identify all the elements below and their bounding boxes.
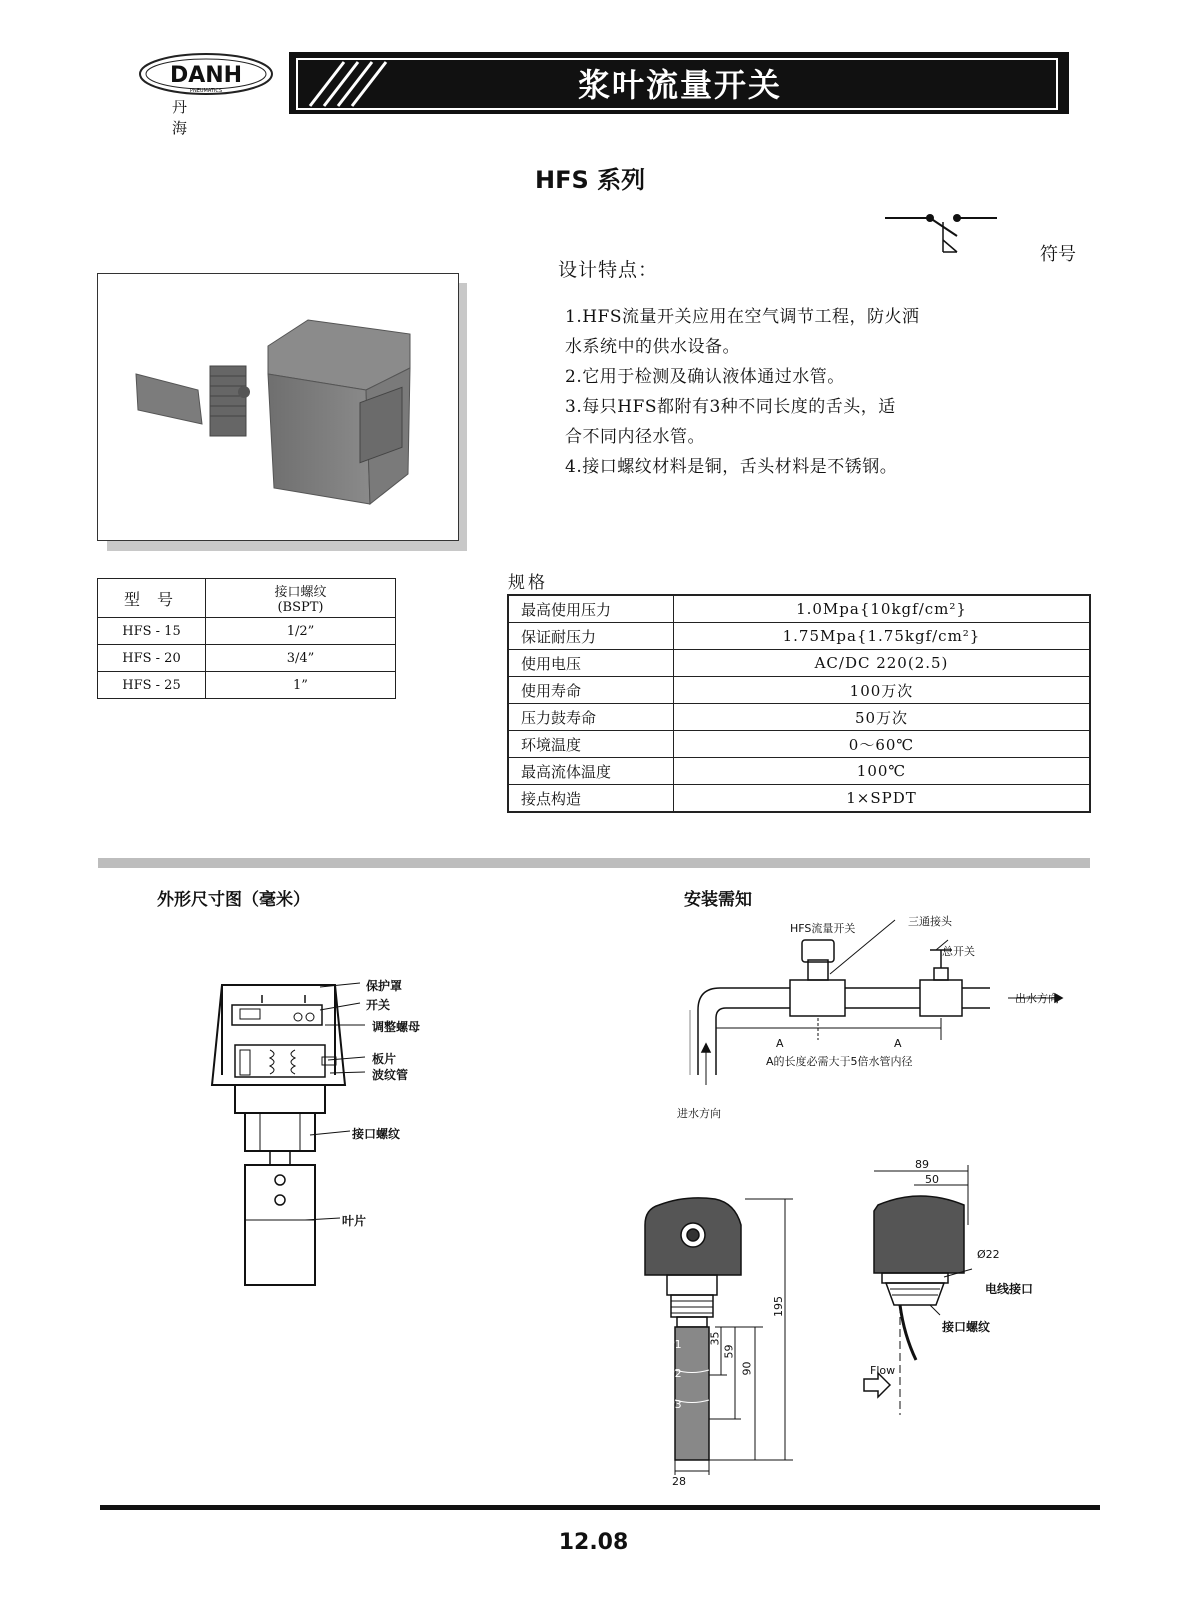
spec-value: 1×SPDT: [674, 785, 1091, 813]
dim-28: 28: [672, 1475, 686, 1488]
spec-name: 接点构造: [508, 785, 674, 813]
install-outlet-label: 出水方向: [1015, 992, 1059, 1005]
model-cell: HFS - 25: [98, 672, 206, 699]
spec-name: 保证耐压力: [508, 623, 674, 650]
label-plate: 板片: [372, 1052, 397, 1066]
label-switch: 开关: [366, 998, 391, 1012]
table-row: [508, 758, 1090, 785]
page-number: 12.08: [558, 1530, 629, 1555]
feature-line: 1.HFS流量开关应用在空气调节工程，防火洒: [565, 307, 920, 327]
installation-diagram: [690, 930, 1090, 1110]
label-thread: 接口螺纹: [352, 1127, 401, 1141]
model-cell: HFS - 15: [98, 618, 206, 645]
table-row: [98, 618, 396, 645]
table-row: [508, 623, 1090, 650]
thread-cell: 1/2”: [206, 618, 396, 645]
switch-symbol-icon: [885, 210, 1005, 260]
model-table: [97, 578, 396, 699]
model-header: 型 号: [98, 579, 206, 618]
spec-name: 环境温度: [508, 731, 674, 758]
side-dimension-drawing: [860, 1165, 1000, 1425]
install-inlet-label: 进水方向: [677, 1107, 721, 1120]
spec-value: 100℃: [674, 758, 1091, 785]
table-row: [508, 677, 1090, 704]
brand-chinese: 丹 海: [172, 98, 202, 137]
dim-59: 59: [722, 1344, 736, 1359]
install-a-left: A: [776, 1037, 784, 1050]
dim-50: 50: [925, 1173, 939, 1186]
spec-value: 1.0Mpa{10kgf/cm²}: [674, 595, 1091, 623]
dim-90: 90: [740, 1361, 754, 1376]
install-valve-label: 总开关: [942, 945, 975, 958]
dim-d22: Ø22: [977, 1248, 1000, 1261]
install-tee-label: 三通接头: [908, 915, 952, 928]
spec-heading: 规格: [508, 573, 548, 593]
table-row: [508, 650, 1090, 677]
install-a-right: A: [894, 1037, 902, 1050]
spec-value: 100万次: [674, 677, 1091, 704]
features-heading: 设计特点：: [558, 259, 659, 281]
label-adjust-nut: 调整螺母: [372, 1020, 421, 1034]
table-row: [508, 731, 1090, 758]
spec-value: 1.75Mpa{1.75kgf/cm²}: [674, 623, 1091, 650]
feature-line: 水系统中的供水设备。: [565, 337, 740, 357]
table-row: [508, 595, 1090, 623]
paddle-p3: P3: [668, 1398, 682, 1411]
spec-value: 0～60℃: [674, 731, 1091, 758]
thread-label: 接口螺纹: [942, 1320, 991, 1334]
label-bellows: 波纹管: [372, 1068, 409, 1082]
install-note: A的长度必需大于5倍水管内径: [766, 1055, 913, 1068]
table-row: [98, 672, 396, 699]
spec-name: 使用电压: [508, 650, 674, 677]
dim-89: 89: [915, 1158, 929, 1171]
table-row: [508, 785, 1090, 813]
product-photo: [97, 273, 459, 541]
front-dimension-drawing: [645, 1195, 815, 1475]
spec-name: 使用寿命: [508, 677, 674, 704]
page-title: 浆叶流量开关: [577, 66, 782, 104]
spec-value: 50万次: [674, 704, 1091, 731]
table-row: [98, 645, 396, 672]
series-title: HFS 系列: [535, 166, 646, 194]
footer-line: [100, 1505, 1100, 1510]
wire-port-label: 电线接口: [985, 1282, 1034, 1296]
dim-195: 195: [772, 1296, 785, 1317]
install-switch-label: HFS流量开关: [790, 922, 856, 935]
feature-line: 4.接口螺纹材料是铜，舌头材料是不锈钢。: [565, 457, 898, 477]
leader-lines: [300, 985, 380, 1235]
label-paddle: 叶片: [342, 1214, 367, 1228]
thread-header-standard: (BSPT): [277, 600, 324, 615]
dim-35: 35: [708, 1331, 722, 1346]
spec-name: 压力鼓寿命: [508, 704, 674, 731]
thread-header-label: 接口螺纹: [274, 585, 327, 600]
logo-subtext: PNEUMATICS: [189, 88, 223, 94]
dimension-heading: 外形尺寸图（毫米）: [157, 890, 310, 910]
label-cover: 保护罩: [366, 979, 403, 993]
table-row: [508, 704, 1090, 731]
spec-name: 最高流体温度: [508, 758, 674, 785]
section-divider: [98, 858, 1090, 868]
logo-text: DANH: [169, 63, 243, 88]
flow-label: Flow: [870, 1364, 896, 1377]
paddle-p2: P2: [668, 1367, 682, 1380]
thread-header: [206, 579, 396, 618]
spec-name: 最高使用压力: [508, 595, 674, 623]
feature-line: 合不同内径水管。: [565, 427, 705, 447]
spec-value: AC/DC 220(2.5): [674, 650, 1091, 677]
thread-cell: 3/4”: [206, 645, 396, 672]
feature-line: 2.它用于检测及确认液体通过水管。: [565, 367, 845, 387]
symbol-label: 符号: [1040, 244, 1076, 265]
paddle-p1: P1: [668, 1338, 682, 1351]
spec-table: [507, 594, 1091, 813]
install-heading: 安装需知: [684, 890, 752, 910]
feature-line: 3.每只HFS都附有3种不同长度的舌头，适: [565, 397, 896, 417]
model-cell: HFS - 20: [98, 645, 206, 672]
thread-cell: 1”: [206, 672, 396, 699]
